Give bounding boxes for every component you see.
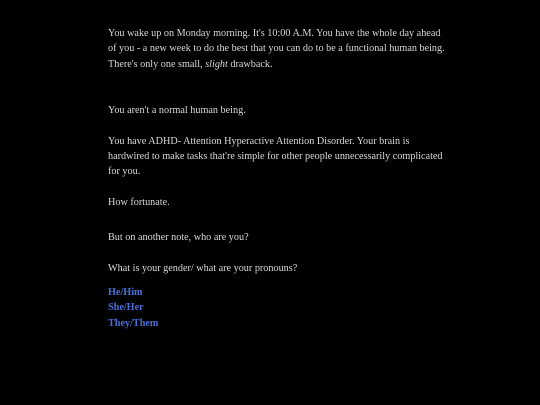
intro-paragraph (108, 26, 448, 72)
choice-she-her[interactable]: She/Her (108, 302, 144, 314)
intro-emphasis: slight (205, 58, 228, 70)
story-passage (108, 26, 448, 331)
intro-text-start: You wake up on Monday morning. It's 10:00 A.M. You have the whole day ahead of you - a new week to do the best that you can do to be a functional human being. There's only one small, (108, 28, 445, 70)
gender-question: What is your gender/ what are your pronouns? (108, 262, 298, 274)
another-note-paragraph: But on another note, who are you? (108, 232, 249, 244)
adhd-paragraph: You have ADHD- Attention Hyperactive Attention Disorder. Your brain is hardwired to make tasks that're simple for other people unnecessarily complicated for you. (108, 135, 443, 178)
choice-they-them[interactable]: They/Them (108, 317, 159, 329)
choice-list (108, 285, 448, 331)
intro-text-end: drawback. (227, 58, 273, 70)
not-normal-paragraph: You aren't a normal human being. (108, 105, 246, 117)
choice-he-him[interactable]: He/Him (108, 287, 143, 299)
fortunate-paragraph: How fortunate. (108, 196, 170, 208)
